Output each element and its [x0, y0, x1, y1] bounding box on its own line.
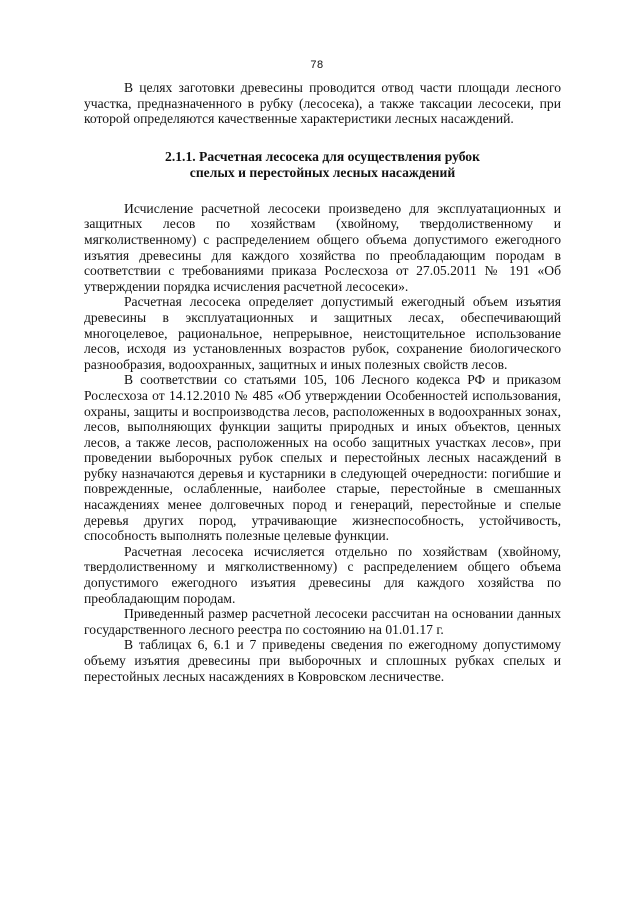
section-heading — [84, 149, 561, 181]
section-heading-line-2: спелых и перестойных лесных насаждений — [189, 164, 456, 180]
section-heading-line-1: 2.1.1. Расчетная лесосека для осуществления рубок — [165, 148, 480, 164]
paragraph-registry-date: Приведенный размер расчетной лесосеки рассчитан на основании данных государственного лесного реестра по состоянию на 01.01.17 г. — [84, 606, 561, 637]
intro-paragraph: В целях заготовки древесины проводится отвод части площади лесного участка, предназначенного в рубку (лесосека), а также таксации лесосеки, при которой определяются качественные характеристики лесных насаждений. — [84, 80, 561, 127]
page-content — [84, 80, 561, 684]
paragraph-tables-reference: В таблицах 6, 6.1 и 7 приведены сведения по ежегодному допустимому объему изъятия древесины при выборочных и сплошных рубках спелых и перестойных лесных насаждениях в Ковровском лесничестве. — [84, 637, 561, 684]
paragraph-calculation-basis: Исчисление расчетной лесосеки произведено для эксплуатационных и защитных лесов по хозяйствам (хвойному, твердолиственному и мягколиственному) с распределением общего объема допустимого ежегодного изъятия древесины для каждого хозяйства по преобладающим породам в соответствии с требованиями приказа Рослесхоза от 27.05.2011 № 191 «Об утверждении порядка исчисления расчетной лесосеки». — [84, 200, 561, 294]
paragraph-selective-felling-order: В соответствии со статьями 105, 106 Лесного кодекса РФ и приказом Рослесхоза от 14.12.2010 № 485 «Об утверждении Особенностей использования, охраны, защиты и воспроизводства лесов, расположенных в водоохранных зонах, лесов, выполняющих функции защиты природных и иных объектов, ценных лесов, а также лесов, расположенных на особо защитных участках лесов», при проведении выборочных рубок спелых и перестойных лесных насаждений в рубку назначаются деревья и кустарники в следующей очередности: погибшие и поврежденные, ослабленные, наиболее старые, перестойные в смешанных насаждениях менее долговечных пород и генераций, перестойные и спелые деревья других пород, утрачивающие жизнеспособность, устойчивость, способность выполнять полезные целевые функции. — [84, 372, 561, 544]
page-number: 78 — [310, 59, 324, 71]
paragraph-calculation-by-farms: Расчетная лесосека исчисляется отдельно по хозяйствам (хвойному, твердолиственному и мягколиственному) с распределением общего объема допустимого ежегодного изъятия древесины для каждого хозяйства по преобладающим породам. — [84, 543, 561, 606]
paragraph-cutting-area-definition: Расчетная лесосека определяет допустимый ежегодный объем изъятия древесины в эксплуатационных и защитных лесах, обеспечивающий многоцелевое, рациональное, непрерывное, неистощительное использование лесов, исходя из установленных возрастов рубок, сохранение биологического разнообразия, водоохранных, защитных и иных полезных свойств лесов. — [84, 294, 561, 372]
